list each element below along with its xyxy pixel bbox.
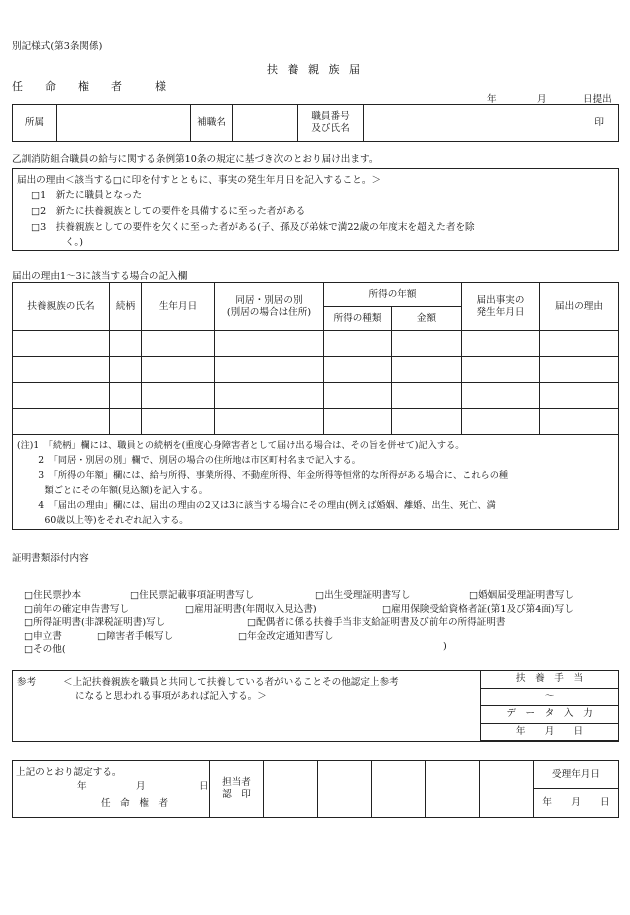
header-amount: 金額 [392,307,462,331]
table-cell[interactable] [215,383,324,409]
remarks-label: 参考 [17,677,37,688]
staff-seal-label [210,761,264,818]
reason-option-3[interactable] [31,219,475,233]
table-cell[interactable] [110,409,142,435]
reason-option-3-text: 扶養親族としての要件を欠くに至った者がある(子、孫及び弟妹で満22歳の年度末を超えた者を除 [55,222,475,233]
table-cell[interactable] [540,409,619,435]
remarks-entry-area[interactable] [13,703,480,740]
reason-instruction: 届出の理由＜該当する□に印を付すとともに、事実の発生年月日を記入すること。＞ [17,175,382,186]
form-reference: 別記様式(第3条関係) [12,41,103,52]
seal-field[interactable] [372,761,426,818]
table-cell[interactable] [392,331,462,357]
header-income-type: 所得の種類 [324,307,392,331]
documents-title: 証明書類添付内容 [12,553,89,564]
approval-day: 日 [199,781,209,792]
seal-field[interactable] [264,761,318,818]
table-cell[interactable] [324,357,392,383]
doc-declaration[interactable]: □申立書 [24,631,62,642]
staff-seal-label-line1: 担当者 [222,777,251,789]
statement-text: 乙訓消防組合職員の給与に関する条例第10条の規定に基づき次のとおり届け出ます。 [12,154,379,165]
doc-tax-return[interactable]: □前年の確定申告書写し [24,604,130,615]
table-cell[interactable] [215,357,324,383]
reason-option-1-text: 新たに職員となった [55,190,143,201]
table-cell[interactable] [142,331,215,357]
reason-checkbox-1[interactable]: □1 [31,190,47,201]
table-cell[interactable] [142,357,215,383]
notes-box [12,433,619,530]
reason-option-2-text: 新たに扶養親族としての要件を具備するに至った者がある [55,206,306,217]
doc-birth-certificate[interactable]: □出生受理証明書写し [315,590,411,601]
remarks-text-line2: になると思われる事項があれば記入する。＞ [75,691,267,702]
table-cell[interactable] [110,357,142,383]
staff-name-field[interactable] [364,105,619,142]
staff-seal-label-line2: 認 印 [222,789,251,800]
table-cell[interactable] [324,383,392,409]
doc-employment-insurance[interactable]: □雇用保険受給資格者証(第1及び第4面)写し [382,604,574,615]
table-cell[interactable] [110,331,142,357]
allowance-side-table [480,670,619,741]
doc-disability-handbook[interactable]: □障害者手帳写し [97,631,174,642]
approval-statement-cell [13,761,210,818]
header-name: 扶養親族の氏名 [13,283,110,331]
table-cell[interactable] [215,331,324,357]
addressee-label: 任 命 権 者 [12,80,122,93]
doc-income-certificate[interactable]: □所得証明書(非課税証明書)写し [24,617,166,628]
approval-year: 年 [77,781,87,792]
staff-number-label-line2: 及び氏名 [311,123,350,134]
note-line-1: (注)1 「続柄」欄には、職員との続柄を(重度心身障害者として届け出る場合は、その旨を併せて)記入する。 [17,440,465,451]
post-field[interactable] [233,105,298,142]
doc-employment-certificate[interactable]: □雇用証明書(年間収入見込書) [185,604,317,615]
seal-field[interactable] [480,761,534,818]
remarks-box [12,670,619,742]
doc-marriage-certificate[interactable]: □婚姻届受理証明書写し [469,590,575,601]
header-annual-income: 所得の年額 [324,283,462,307]
table-cell[interactable] [324,331,392,357]
post-label: 補職名 [191,105,233,142]
allowance-period-field[interactable]: ～ [481,688,619,706]
doc-pension-notice[interactable]: □年金改定通知書写し [238,631,334,642]
note-line-4: 類ごとにその年額(見込額)を記入する。 [17,485,208,496]
reason-box [12,168,619,251]
received-date-field[interactable]: 年 月 日 [534,789,619,818]
header-cohabitation-line2: (別居の場合は住所) [226,306,312,318]
header-cohabitation [215,283,324,331]
note-line-5: 4 「届出の理由」欄には、届出の理由の2又は3に該当する場合にその理由(例えば婚姻、離婚、出生、死亡、満 [17,500,496,511]
header-reason: 届出の理由 [540,283,619,331]
table-cell[interactable] [392,409,462,435]
remarks-text-line1: ＜上記扶養親族を職員と共同して扶養している者がいることその他認定上参考 [63,677,399,688]
table-cell[interactable] [392,383,462,409]
table-cell[interactable] [540,383,619,409]
table-cell[interactable] [324,409,392,435]
staff-number-label-line1: 職員番号 [311,111,350,123]
header-fact-date [462,283,540,331]
reason-option-2[interactable] [31,203,305,217]
table-cell[interactable] [540,331,619,357]
table-cell[interactable] [13,383,110,409]
seal-field[interactable] [318,761,372,818]
date-month: 月 [537,94,547,105]
doc-other[interactable]: □その他( [24,644,66,655]
seal-mark: 印 [594,117,604,128]
addressee-suffix: 様 [155,80,166,93]
dependents-table [12,282,619,435]
reason-checkbox-3[interactable]: □3 [31,222,47,233]
table-cell[interactable] [540,357,619,383]
data-entry-label: デ ー タ 入 力 [481,706,619,724]
table-cell[interactable] [13,331,110,357]
applicant-info-table [12,104,619,142]
reason-option-3-continued: く。) [65,237,83,248]
table-cell[interactable] [110,383,142,409]
doc-resident-certificate[interactable]: □住民票記載事項証明書写し [130,590,255,601]
header-relation: 続柄 [110,283,142,331]
header-birth-date: 生年月日 [142,283,215,331]
table-cell[interactable] [462,383,540,409]
header-cohabitation-line1: 同居・別居の別 [235,294,303,306]
approval-authority: 任 命 権 者 [101,798,169,809]
table-cell[interactable] [462,409,540,435]
table-cell[interactable] [462,331,540,357]
header-fact-date-line2: 発生年月日 [476,306,525,318]
table-cell[interactable] [13,357,110,383]
table-cell[interactable] [215,409,324,435]
approval-statement: 上記のとおり認定する。 [16,767,122,778]
doc-spouse-certificate[interactable]: □配偶者に係る扶養手当非支給証明書及び前年の所得証明書 [247,617,506,628]
form-title: 扶 養 親 族 届 [267,63,363,76]
note-line-6: 60歳以上等)をそれぞれ記入する。 [17,515,189,526]
date-year: 年 [487,94,497,105]
date-day-submitted: 日提出 [583,94,612,105]
table-cell[interactable] [462,357,540,383]
approval-month: 月 [136,781,146,792]
table-cell[interactable] [142,409,215,435]
reason-option-1[interactable] [31,187,142,201]
note-line-3: 3 「所得の年額」欄には、給与所得、事業所得、不動産所得、年金所得等恒常的な所得がある場合に、これらの種 [17,470,509,481]
doc-other-close-paren: ) [443,641,447,652]
table-cell[interactable] [392,357,462,383]
table-cell[interactable] [142,383,215,409]
approval-table [12,760,619,818]
received-date-label: 受理年月日 [534,761,619,789]
seal-field[interactable] [426,761,480,818]
reason-checkbox-2[interactable]: □2 [31,206,47,217]
allowance-label: 扶 養 手 当 [481,671,619,689]
affiliation-label: 所属 [13,105,57,142]
data-entry-date-field[interactable]: 年 月 日 [481,723,619,741]
table-cell[interactable] [13,409,110,435]
header-fact-date-line1: 届出事実の [476,294,525,306]
staff-number-label [298,105,364,142]
section-caption: 届出の理由1～3に該当する場合の記入欄 [12,271,188,282]
note-line-2: 2 「同居・別居の別」欄で、別居の場合の住所地は市区町村名まで記入する。 [17,455,361,466]
affiliation-field[interactable] [57,105,191,142]
doc-resident-extract[interactable]: □住民票抄本 [24,590,82,601]
